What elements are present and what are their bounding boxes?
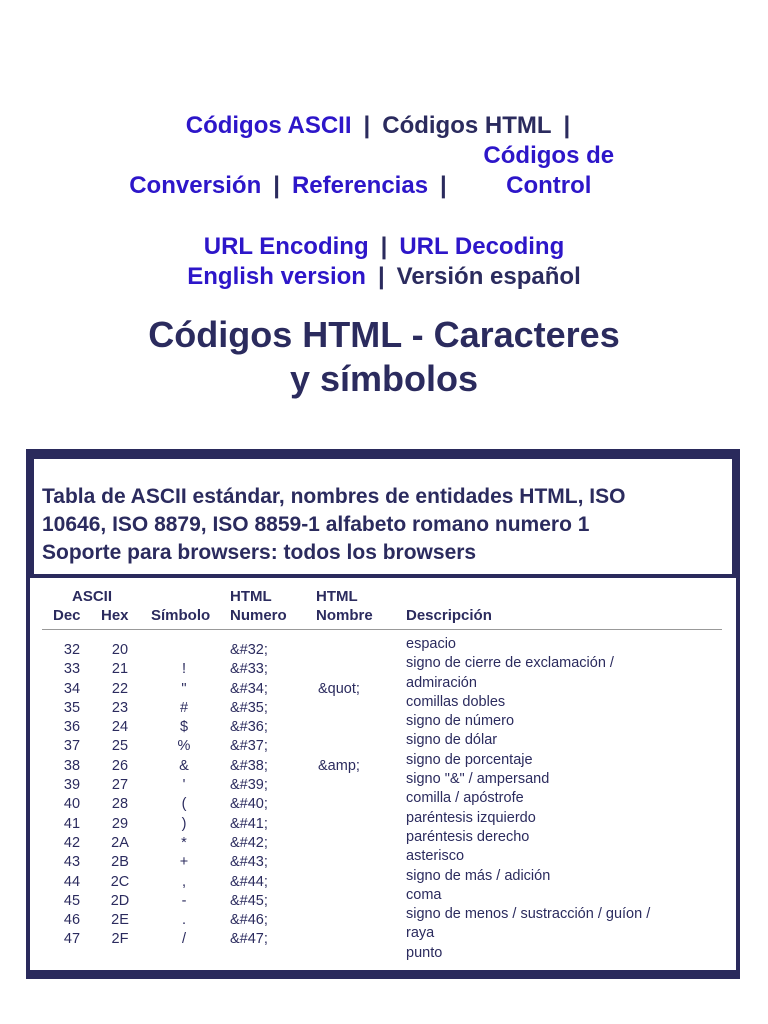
page-title-line-2: y símbolos: [289, 358, 479, 399]
cell-html-nombre: &quot;: [318, 680, 360, 697]
cell-hex: 2C: [110, 873, 130, 890]
column-html-nombre: [318, 641, 398, 950]
nav-link-conversion[interactable]: Conversión: [129, 172, 262, 199]
cell-html-numero: &#46;: [230, 912, 268, 929]
nav-separator: |: [563, 112, 571, 139]
cell-simbolo: ": [181, 680, 187, 697]
header-html-numero-top: HTML: [230, 588, 272, 605]
header-descripcion: Descripción: [406, 607, 492, 624]
nav-line-3: [0, 232, 768, 292]
header-divider: [42, 629, 722, 630]
column-hex: [100, 641, 140, 950]
cell-html-nombre: [318, 815, 398, 834]
cell-html-nombre: [318, 699, 398, 718]
caption-line-3: Soporte para browsers: todos los browsers: [42, 541, 477, 564]
cell-dec: 40: [63, 796, 81, 813]
cell-dec: 47: [63, 931, 81, 948]
page-title-line-1: Códigos HTML - Caracteres: [148, 314, 620, 355]
cell-descripcion: paréntesis izquierdo: [406, 809, 536, 826]
cell-dec: 34: [63, 680, 81, 697]
cell-simbolo: +: [179, 854, 189, 871]
cell-html-numero: &#32;: [230, 642, 268, 658]
cell-hex: 26: [111, 757, 129, 774]
cell-simbolo: (: [181, 796, 187, 813]
cell-descripcion: punto: [406, 944, 443, 961]
cell-hex: 2F: [111, 931, 129, 948]
cell-html-numero: &#40;: [230, 796, 268, 813]
cell-hex: 2D: [110, 892, 130, 909]
table-caption: [34, 459, 732, 574]
cell-simbolo: ): [181, 815, 187, 832]
page-title: [0, 313, 768, 401]
cell-html-numero: &#35;: [230, 699, 268, 716]
header-simbolo: Símbolo: [151, 607, 211, 624]
cell-html-numero: &#36;: [230, 719, 268, 736]
caption-line-1: Tabla de ASCII estándar, nombres de entidades HTML, ISO: [42, 485, 626, 508]
nav-link-codigos-de-control-label: Códigos de Control: [483, 142, 615, 199]
cell-dec: 35: [63, 699, 81, 716]
nav-link-referencias[interactable]: Referencias: [291, 172, 429, 199]
cell-descripcion: asterisco: [406, 848, 465, 865]
cell-descripcion: signo de menos / sustracción / guíon /: [406, 906, 651, 923]
header-html-nombre-bottom: Nombre: [316, 607, 373, 624]
cell-simbolo: #: [179, 699, 189, 716]
cell-simbolo: &: [179, 757, 189, 774]
cell-simbolo: ,: [181, 873, 187, 890]
nav-link-codigos-de-control[interactable]: [459, 142, 639, 199]
cell-html-nombre: [318, 660, 398, 679]
cell-html-numero: &#39;: [230, 777, 268, 794]
cell-html-numero: &#33;: [230, 661, 268, 678]
cell-dec: 37: [63, 738, 81, 755]
cell-dec: 41: [63, 815, 81, 832]
header-html-numero-bottom: Numero: [230, 607, 287, 624]
ascii-table: [26, 449, 740, 979]
cell-hex: 23: [111, 699, 129, 716]
cell-html-nombre: [318, 834, 398, 853]
header-dec: Dec: [53, 607, 81, 624]
cell-hex: 2E: [111, 912, 129, 929]
header-html-nombre-top: HTML: [316, 588, 358, 605]
cell-dec: 42: [63, 834, 81, 851]
cell-dec: 39: [63, 777, 81, 794]
cell-html-nombre: [318, 930, 398, 949]
cell-simbolo: $: [179, 719, 189, 736]
cell-simbolo: %: [177, 738, 191, 755]
cell-simbolo: !: [181, 661, 187, 678]
cell-hex: 20: [111, 642, 129, 658]
cell-descripcion: raya: [406, 925, 435, 942]
cell-simbolo: [164, 641, 204, 660]
nav-link-english-version[interactable]: English version: [187, 263, 366, 290]
cell-descripcion: comilla / apóstrofe: [406, 790, 524, 807]
cell-html-nombre: [318, 873, 398, 892]
cell-simbolo: -: [181, 892, 187, 909]
cell-html-numero: &#38;: [230, 757, 268, 774]
cell-descripcion: signo de más / adición: [406, 867, 551, 884]
nav-separator: |: [440, 172, 447, 199]
header-hex: Hex: [101, 607, 129, 624]
cell-simbolo: .: [181, 912, 187, 929]
header-ascii: ASCII: [72, 588, 113, 605]
cell-dec: 46: [63, 912, 81, 929]
cell-descripcion: signo de cierre de exclamación /: [406, 655, 614, 672]
cell-html-numero: &#42;: [230, 834, 268, 851]
cell-html-numero: &#43;: [230, 854, 268, 871]
cell-simbolo: ': [182, 777, 186, 794]
cell-simbolo: /: [181, 931, 187, 948]
nav-separator: |: [380, 233, 388, 260]
cell-html-numero: &#47;: [230, 931, 268, 948]
nav-link-url-encoding[interactable]: URL Encoding: [203, 233, 369, 260]
nav-separator: |: [273, 172, 280, 199]
cell-descripcion: paréntesis derecho: [406, 828, 530, 845]
cell-html-nombre: [318, 718, 398, 737]
cell-dec: 43: [63, 854, 81, 871]
cell-hex: 28: [111, 796, 129, 813]
nav-link-version-espanol[interactable]: Versión español: [396, 263, 581, 290]
cell-hex: 2A: [111, 834, 129, 851]
cell-descripcion: signo "&" / ampersand: [406, 771, 550, 788]
cell-hex: 29: [111, 815, 129, 832]
cell-hex: 27: [111, 777, 129, 794]
cell-descripcion: signo de dólar: [406, 732, 498, 749]
nav-link-url-decoding[interactable]: URL Decoding: [399, 233, 565, 260]
cell-html-nombre: [318, 641, 398, 660]
cell-html-nombre: [318, 892, 398, 911]
cell-html-numero: &#34;: [230, 680, 268, 697]
cell-html-nombre: [318, 795, 398, 814]
cell-descripcion: comillas dobles: [406, 693, 506, 710]
cell-dec: 38: [63, 757, 81, 774]
nav-separator: |: [363, 112, 371, 139]
cell-html-numero: &#44;: [230, 873, 268, 890]
column-simbolo: [164, 641, 204, 950]
cell-descripcion: admiración: [406, 674, 477, 691]
cell-hex: 2B: [111, 854, 129, 871]
cell-html-nombre: [318, 911, 398, 930]
nav-separator: |: [377, 263, 385, 290]
cell-html-nombre: [318, 737, 398, 756]
table-body: [30, 578, 736, 970]
cell-dec: 36: [63, 719, 81, 736]
cell-simbolo: *: [181, 834, 187, 851]
cell-descripcion: signo de porcentaje: [406, 751, 533, 768]
column-html-numero: [230, 641, 300, 950]
nav-link-codigos-ascii[interactable]: Códigos ASCII: [185, 112, 352, 139]
nav-link-codigos-html[interactable]: Códigos HTML: [382, 112, 552, 139]
cell-hex: 21: [111, 661, 129, 678]
cell-hex: 22: [111, 680, 129, 697]
cell-html-numero: &#41;: [230, 815, 268, 832]
cell-html-numero: &#37;: [230, 738, 268, 755]
cell-descripcion: espacio: [406, 636, 456, 652]
cell-html-nombre: &amp;: [318, 757, 360, 774]
cell-descripcion: coma: [406, 886, 442, 903]
cell-dec: 33: [63, 661, 81, 678]
cell-dec: 32: [63, 642, 81, 658]
cell-dec: 45: [63, 892, 81, 909]
nav-line-1: [0, 111, 768, 201]
cell-descripcion: signo de número: [406, 713, 515, 730]
cell-hex: 24: [111, 719, 129, 736]
cell-html-numero: &#45;: [230, 892, 268, 909]
cell-hex: 25: [111, 738, 129, 755]
caption-line-2: 10646, ISO 8879, ISO 8859-1 alfabeto romano numero 1: [42, 513, 590, 536]
cell-dec: 44: [63, 873, 81, 890]
column-dec: [52, 641, 92, 950]
cell-html-nombre: [318, 853, 398, 872]
cell-html-nombre: [318, 776, 398, 795]
column-descripcion: [406, 635, 726, 963]
